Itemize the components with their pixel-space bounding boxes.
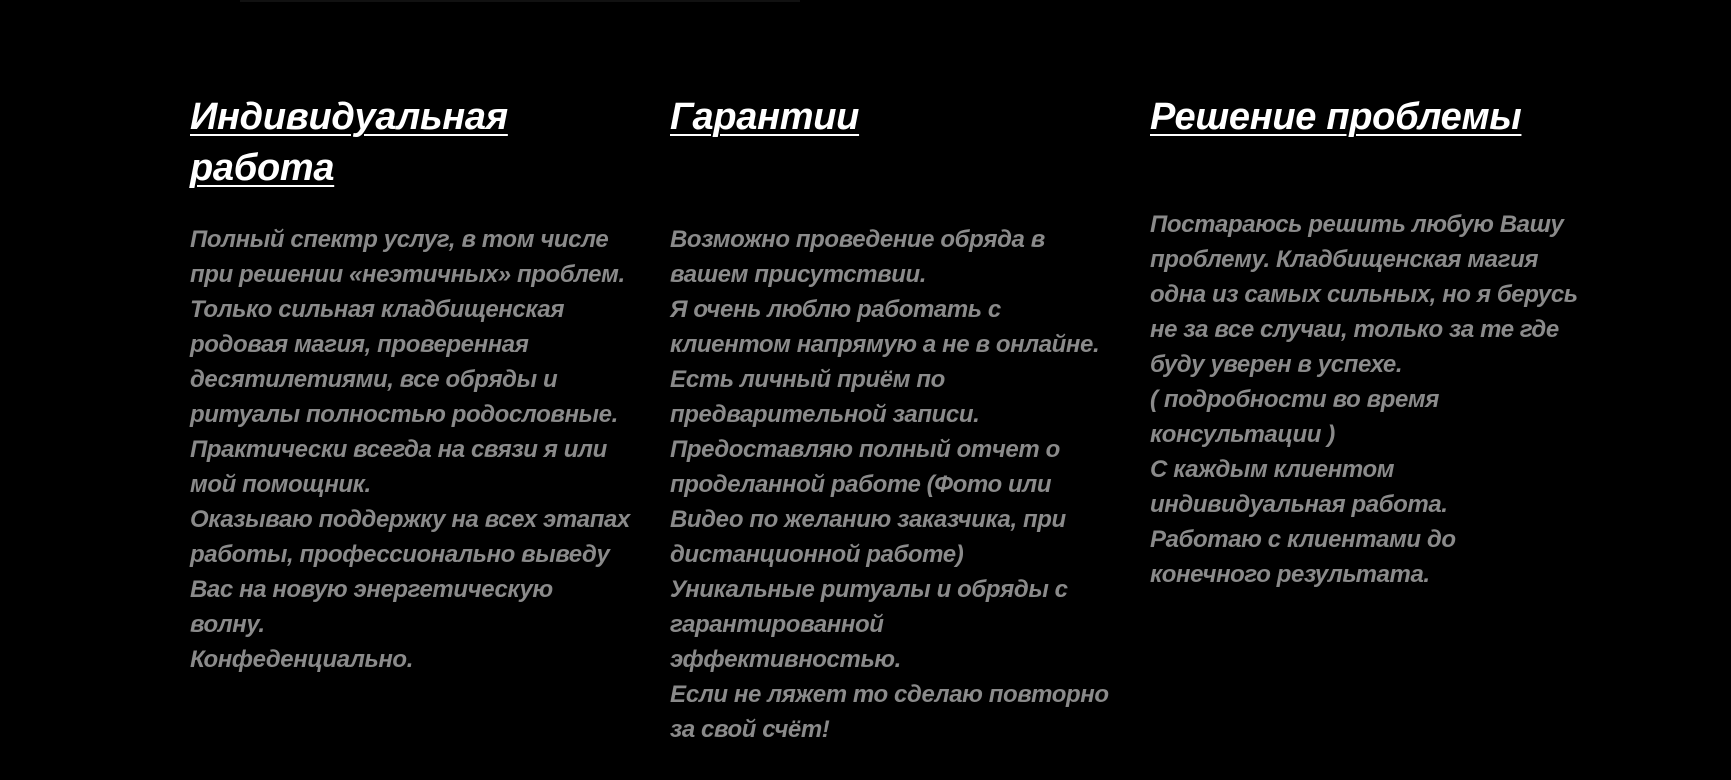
paragraph: Постараюсь решить любую Вашу проблему. Кладбищенская магия одна из самых сильных, но я берусь не за все случаи, только за те где буду уверен в успехе. (1150, 211, 1578, 378)
column-text (190, 222, 630, 677)
column-text (1150, 207, 1580, 592)
paragraph: Полный спектр услуг, в том числе при решении «неэтичных» проблем. (190, 226, 625, 288)
paragraph: Если не ляжет то сделаю повторно за свой счёт! (670, 681, 1109, 743)
paragraph: Я очень люблю работать с клиентом напрямую а не в онлайне. (670, 296, 1100, 358)
column-title: Индивидуальная работа (190, 96, 508, 189)
paragraph: Практически всегда на связи я или мой помощник. (190, 436, 607, 498)
paragraph: Только сильная кладбищенская родовая магия, проверенная десятилетиями, все обряды и ритуалы полностью родословные. (190, 296, 618, 428)
paragraph: Оказываю поддержку на всех этапах работы, профессионально выведу Вас на новую энергетическую волну. (190, 506, 630, 638)
feature-column-individual-work (190, 92, 630, 673)
feature-column-problem-solving (1150, 92, 1580, 588)
paragraph: Конфеденциально. (190, 646, 413, 673)
column-title: Гарантии (670, 96, 860, 138)
paragraph: Уникальные ритуалы и обряды с гарантированной эффективностью. (670, 576, 1068, 673)
paragraph: ( подробности во время консультации ) (1150, 386, 1439, 448)
paragraph: С каждым клиентом индивидуальная работа. (1150, 456, 1448, 518)
column-title: Решение проблемы (1150, 96, 1522, 138)
paragraph: Предоставляю полный отчет о проделанной работе (Фото или Видео по желанию заказчика, при дистанционной работе) (670, 436, 1066, 568)
column-text (670, 222, 1110, 747)
paragraph: Есть личный приём по предварительной записи. (670, 366, 980, 428)
paragraph: Работаю с клиентами до конечного результата. (1150, 526, 1456, 588)
paragraph: Возможно проведение обряда в вашем присутствии. (670, 226, 1045, 288)
feature-column-guarantees (670, 92, 1110, 743)
